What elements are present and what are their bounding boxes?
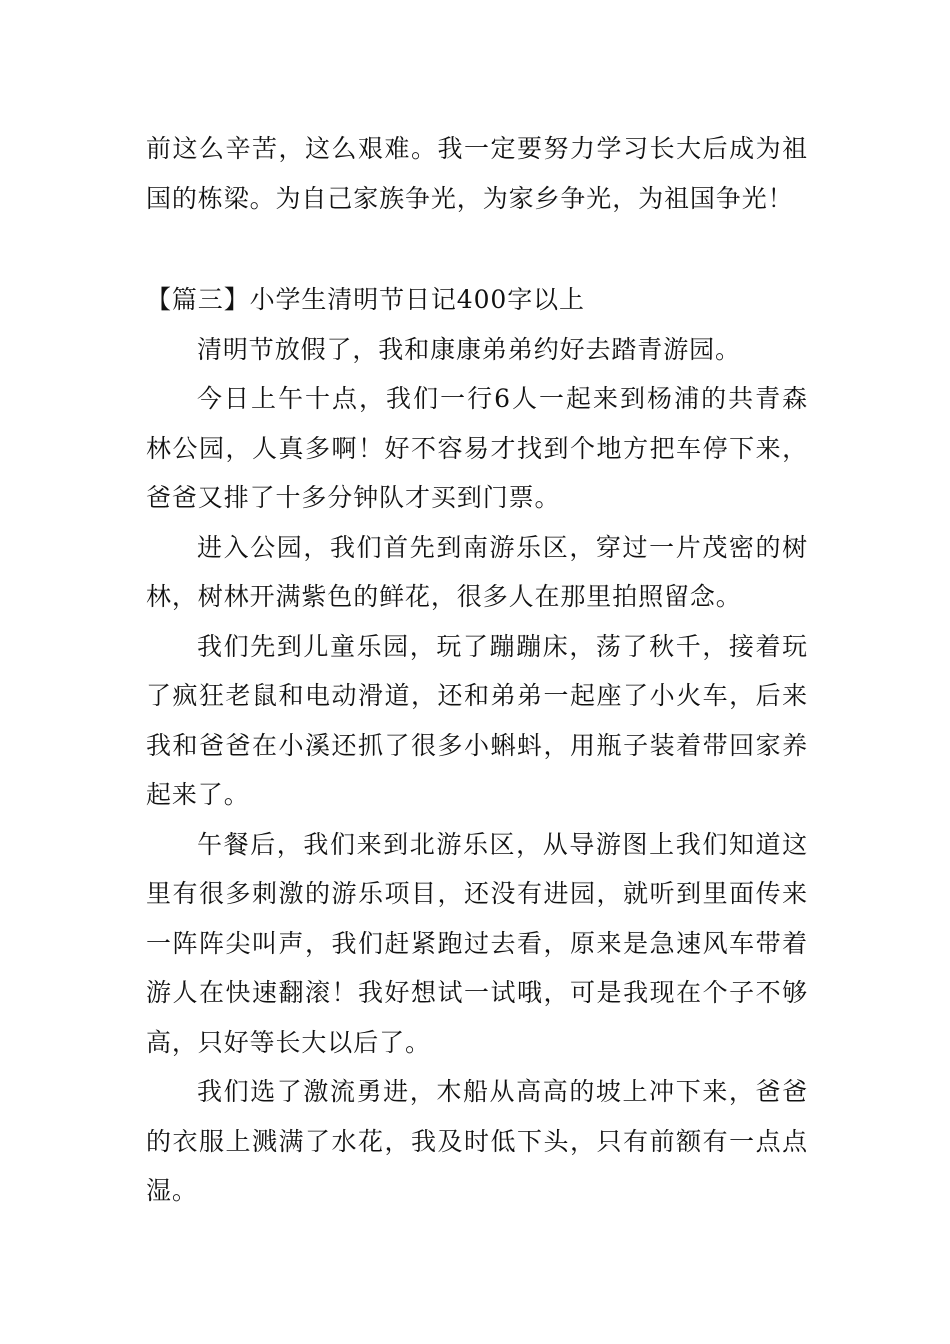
section-title: 【篇三】小学生清明节日记400字以上 xyxy=(146,285,585,314)
section-spacer xyxy=(146,223,808,275)
paragraph-4: 我们先到儿童乐园，玩了蹦蹦床，荡了秋千，接着玩了疯狂老鼠和电动滑道，还和弟弟一起座了小火车，后来我和爸爸在小溪还抓了很多小蝌蚪，用瓶子装着带回家养起来了。 xyxy=(146,631,808,809)
paragraph-2: 今日上午十点，我们一行6人一起来到杨浦的共青森林公园，人真多啊！好不容易才找到个地方把车停下来，爸爸又排了十多分钟队才买到门票。 xyxy=(146,384,808,512)
document-body xyxy=(146,124,808,1216)
paragraph-1: 清明节放假了，我和康康弟弟约好去踏青游园。 xyxy=(197,334,741,364)
paragraph-5: 午餐后，我们来到北游乐区，从导游图上我们知道这里有很多刺激的游乐项目，还没有进园，就听到里面传来一阵阵尖叫声，我们赶紧跑过去看，原来是急速风车带着游人在快速翻滚！我好想试一试哦，可是我现在个子不够高，只好等长大以后了。 xyxy=(146,829,808,1057)
paragraph-3: 进入公园，我们首先到南游乐区，穿过一片茂密的树林，树林开满紫色的鲜花，很多人在那里拍照留念。 xyxy=(146,532,808,611)
continuation-paragraph: 前这么辛苦，这么艰难。我一定要努力学习长大后成为祖国的栋梁。为自己家族争光，为家乡争光，为祖国争光！ xyxy=(146,134,808,213)
paragraph-6: 我们选了激流勇进，木船从高高的坡上冲下来，爸爸的衣服上溅满了水花，我及时低下头，只有前额有一点点湿。 xyxy=(146,1077,808,1205)
